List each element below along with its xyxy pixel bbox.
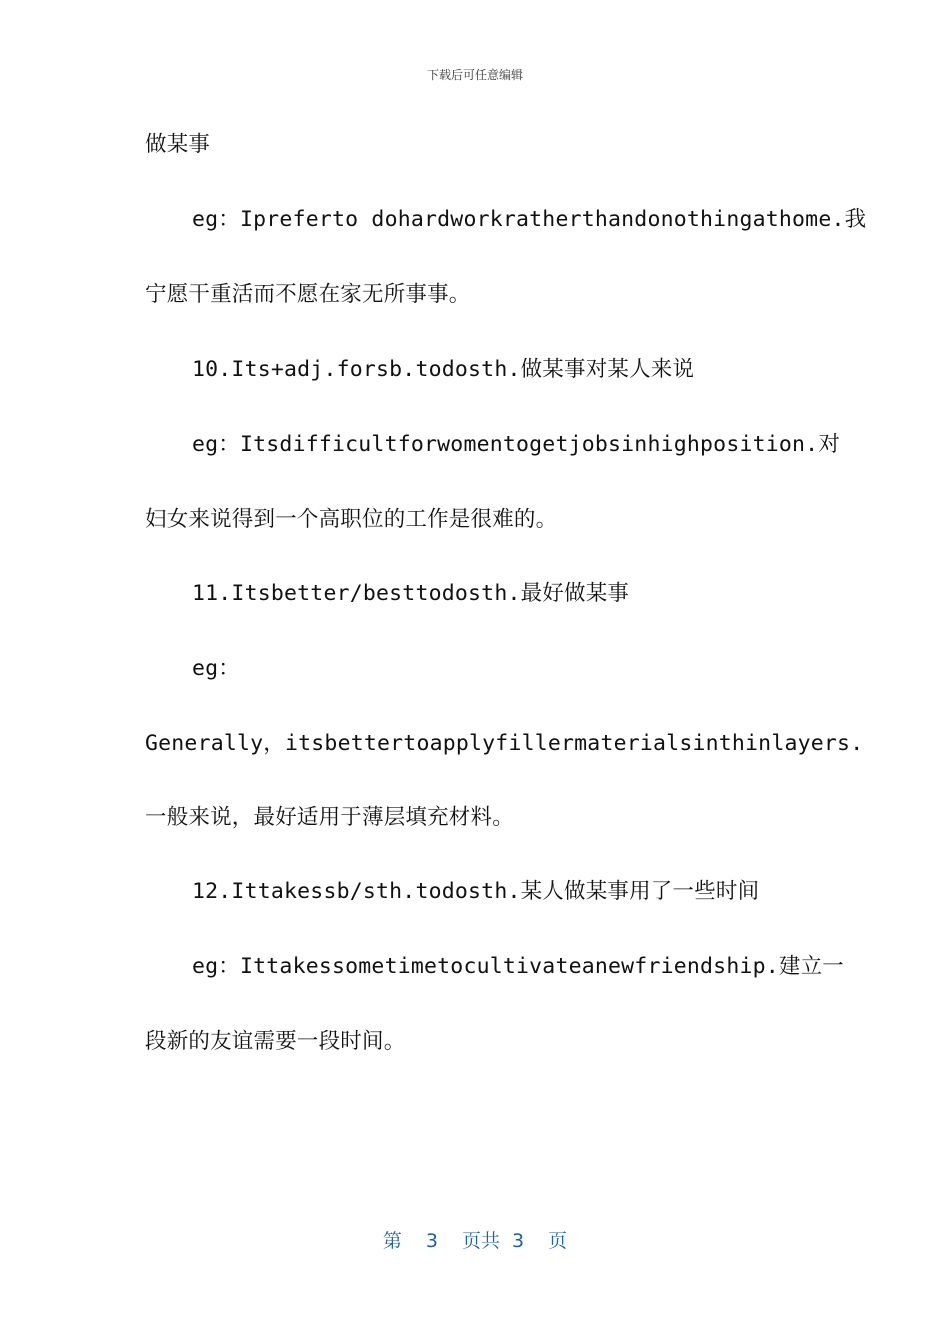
body-line-13: 段新的友谊需要一段时间。 <box>145 1029 406 1054</box>
body-line-10: 一般来说，最好适用于薄层填充材料。 <box>145 805 514 830</box>
body-line-7: 11.Itsbetter/besttodosth.最好做某事 <box>192 581 630 606</box>
body-line-4: 10.Its+adj.forsb.todosth.做某事对某人来说 <box>192 357 695 382</box>
body-line-8: eg： <box>192 656 240 681</box>
body-line-12: eg：Ittakessometimetocultivateanewfriendship.建立一 <box>192 954 844 979</box>
body-line-1: 做某事 <box>145 132 211 157</box>
body-line-6: 妇女来说得到一个高职位的工作是很难的。 <box>145 507 558 532</box>
total-pages-number: 3 <box>512 1230 525 1252</box>
body-line-3: 宁愿干重活而不愿在家无所事事。 <box>145 282 471 307</box>
body-line-9: Generally，itsbettertoapplyfillermaterialsinthinlayers. <box>145 731 864 756</box>
page-mid: 页共 <box>461 1230 500 1252</box>
page-prefix: 第 <box>382 1230 402 1252</box>
body-line-2: eg：Ipreferto dohardworkratherthandonothingathome.我 <box>192 207 867 232</box>
body-line-11: 12.Ittakessb/sth.todosth.某人做某事用了一些时间 <box>192 879 760 904</box>
body-line-5: eg：Itsdifficultforwomentogetjobsinhighposition.对 <box>192 432 841 457</box>
page-footer <box>0 1226 950 1253</box>
current-page-number: 3 <box>425 1230 438 1252</box>
page-suffix: 页 <box>548 1230 568 1252</box>
page-header: 下载后可任意编辑 <box>426 68 523 82</box>
